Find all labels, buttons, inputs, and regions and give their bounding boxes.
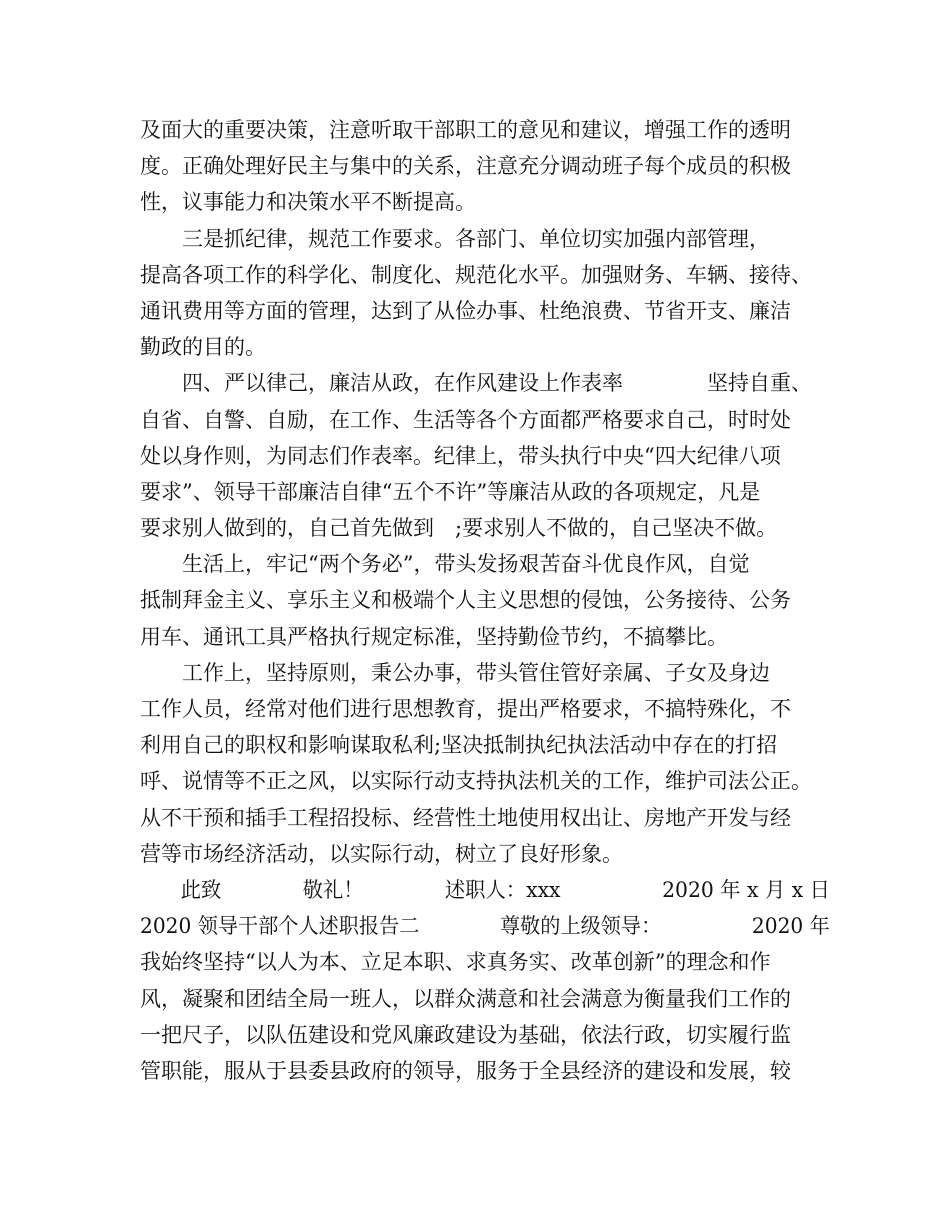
text-line: 处以身作则，为同志们作表率。纪律上，带头执行中央“四大纪律八项 xyxy=(140,443,781,468)
text-line: 工作人员，经常对他们进行思想教育，提出严格要求，不搞特殊化，不 xyxy=(140,697,791,721)
text-line: 通讯费用等方面的管理，达到了从俭办事、杜绝浪费、节省开支、廉洁 xyxy=(140,298,791,323)
text-line: 生活上，牢记“两个务必”，带头发扬艰苦奋斗优良作风，自觉 xyxy=(140,552,750,577)
text-line: 管职能，服从于县委县政府的领导，服务于全县经济的建设和发展，较 xyxy=(140,1058,791,1083)
text-line: 自省、自警、自励，在工作、生活等各个方面都严格要求自己，时时处 xyxy=(140,407,791,432)
text-line: 三是抓纪律，规范工作要求。各部门、单位切实加强内部管理， xyxy=(140,226,770,251)
text-line: 及面大的重要决策，注意听取干部职工的意见和建议，增强工作的透明 xyxy=(140,118,791,142)
text-line: 2020 领导干部个人述职报告二 尊敬的上级领导： 2020 年 xyxy=(140,914,830,939)
text-line: 呼、说情等不正之风，以实际行动支持执法机关的工作，维护司法公正。 xyxy=(140,769,812,794)
text-line: 一把尺子，以队伍建设和党风廉政建设为基础，依法行政，切实履行监 xyxy=(140,1022,791,1047)
text-line: 提高各项工作的科学化、制度化、规范化水平。加强财务、车辆、接待、 xyxy=(140,262,812,287)
text-line: 从不干预和插手工程招投标、经营性土地使用权出让、房地产开发与经 xyxy=(140,805,791,830)
document-body xyxy=(140,112,830,1089)
text-line: 利用自己的职权和影响谋取私利;坚决抵制执纪执法活动中存在的打招 xyxy=(140,733,778,758)
text-line: 勤政的目的。 xyxy=(140,335,266,360)
text-line: 用车、通讯工具严格执行规定标准，坚持勤俭节约，不搞攀比。 xyxy=(140,624,728,649)
text-line: 性，议事能力和决策水平不断提高。 xyxy=(140,190,476,215)
text-line: 要求”、领导干部廉洁自律“五个不许”等廉洁从政的各项规定，凡是 xyxy=(140,479,761,504)
text-line: 风，凝聚和团结全局一班人，以群众满意和社会满意为衡量我们工作的 xyxy=(140,986,791,1011)
text-line: 度。正确处理好民主与集中的关系，注意充分调动班子每个成员的积极 xyxy=(140,154,791,179)
text-line: 工作上，坚持原则，秉公办事，带头管住管好亲属、子女及身边 xyxy=(140,660,770,685)
text-line: 此致 敬礼！ 述职人：xxx 2020 年 x 月 x 日 xyxy=(140,877,831,902)
text-line: 四、严以律己，廉洁从政，在作风建设上作表率 坚持自重、 xyxy=(140,371,812,396)
text-line: 要求别人做到的，自己首先做到 ;要求别人不做的，自己坚决不做。 xyxy=(140,516,778,541)
text-line: 我始终坚持“以人为本、立足本职、求真务实、改革创新”的理念和作 xyxy=(140,950,771,975)
text-line: 营等市场经济活动，以实际行动，树立了良好形象。 xyxy=(140,841,623,866)
text-line: 抵制拜金主义、享乐主义和极端个人主义思想的侵蚀，公务接待、公务 xyxy=(140,588,791,613)
